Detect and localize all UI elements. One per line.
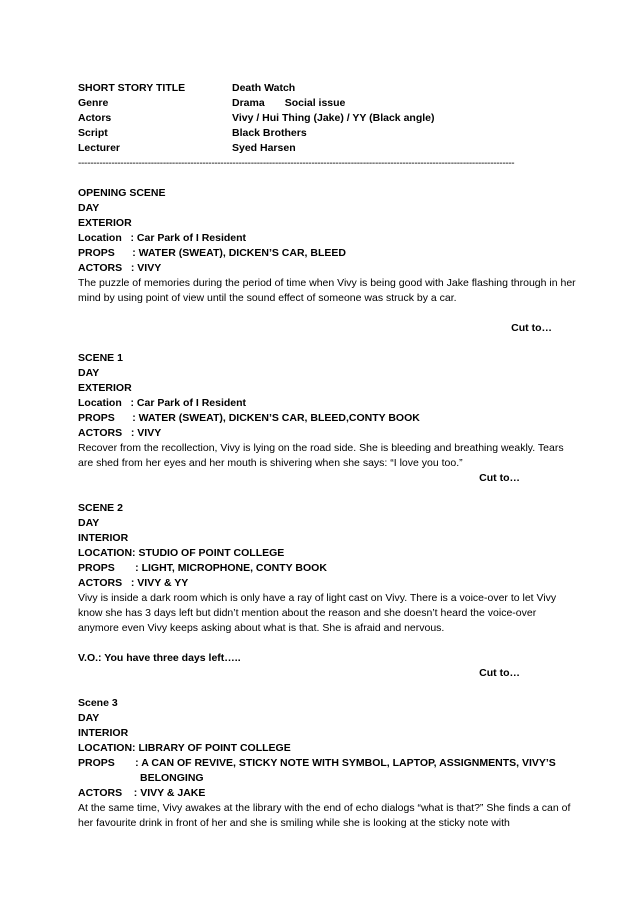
scene3-setting: INTERIOR [78,727,129,739]
script-row [78,126,578,141]
opening-heading: OPENING SCENE [78,187,166,199]
scene1-description: Recover from the recollection, Vivy is lying on the road side. She is bleeding and breathing weakly. Tears are shed from her eyes and her mouth is shivering when she says: “I love you too.” [78,442,564,469]
genre-row [78,96,578,111]
scene2-actors: ACTORS : VIVY & YY [78,577,189,589]
scene3-description: At the same time, Vivy awakes at the library with the end of echo dialogs “what is that?” She finds a can of her favourite drink in front of her and she is smiling while she is looking at the sticky note with [78,802,571,829]
scene2-cut-to: Cut to… [479,667,520,679]
scene2-setting: INTERIOR [78,532,129,544]
scene2-time: DAY [78,517,100,529]
scene1-time: DAY [78,367,100,379]
actors-label: Actors [78,112,112,124]
opening-time: DAY [78,202,100,214]
actors-value: Vivy / Hui Thing (Jake) / YY (Black angle) [232,112,435,124]
genre-label: Genre [78,97,109,109]
scene3-heading: Scene 3 [78,697,118,709]
scene3-actors: ACTORS : VIVY & JAKE [78,787,206,799]
opening-description: The puzzle of memories during the period of time when Vivy is being good with Jake flashing through in her mind by using point of view until the sound effect of someone was struck by a car. [78,277,576,304]
title-label: SHORT STORY TITLE [78,82,186,94]
lecturer-label: Lecturer [78,142,121,154]
scene1-cut-to: Cut to… [479,472,520,484]
script-value: Black Brothers [232,127,307,139]
genre-value-secondary: Social issue [284,97,346,109]
script-label: Script [78,127,108,139]
lecturer-row [78,141,578,156]
scene1-location: Location : Car Park of I Resident [78,397,247,409]
actors-row [78,111,578,126]
scene3-props-continued: BELONGING [140,772,204,784]
scene2-location: LOCATION: STUDIO OF POINT COLLEGE [78,547,285,559]
scene2-description: Vivy is inside a dark room which is only have a ray of light cast on Vivy. There is a voice-over to let Vivy know she has 3 days left but didn’t mention about the reason and she doesn’t heard the voice-over anymore even Vivy keeps asking about what is that. She is afraid and nervous. [78,592,557,634]
scene1-setting: EXTERIOR [78,382,132,394]
scene3-time: DAY [78,712,100,724]
opening-setting: EXTERIOR [78,217,132,229]
scene2-voice-over: V.O.: You have three days left….. [78,652,241,664]
document-body [78,81,578,831]
scene1-actors: ACTORS : VIVY [78,427,162,439]
lecturer-value: Syed Harsen [232,142,296,154]
divider-line: ------------------------------------------------------------------------------------------------------------------------------------------------ [78,158,515,169]
opening-location: Location : Car Park of I Resident [78,232,247,244]
genre-value: Drama [232,97,265,109]
title-row [78,81,578,96]
scene1-heading: SCENE 1 [78,352,123,364]
scene1-props: PROPS : WATER (SWEAT), DICKEN’S CAR, BLEED,CONTY BOOK [78,412,420,424]
opening-cut-to: Cut to… [511,322,552,334]
opening-props: PROPS : WATER (SWEAT), DICKEN’S CAR, BLEED [78,247,346,259]
scene2-heading: SCENE 2 [78,502,123,514]
title-value: Death Watch [232,82,296,94]
scene3-location: LOCATION: LIBRARY OF POINT COLLEGE [78,742,291,754]
scene2-props: PROPS : LIGHT, MICROPHONE, CONTY BOOK [78,562,327,574]
scene3-props: PROPS : A CAN OF REVIVE, STICKY NOTE WITH SYMBOL, LAPTOP, ASSIGNMENTS, VIVY’S [78,757,556,769]
opening-actors: ACTORS : VIVY [78,262,162,274]
